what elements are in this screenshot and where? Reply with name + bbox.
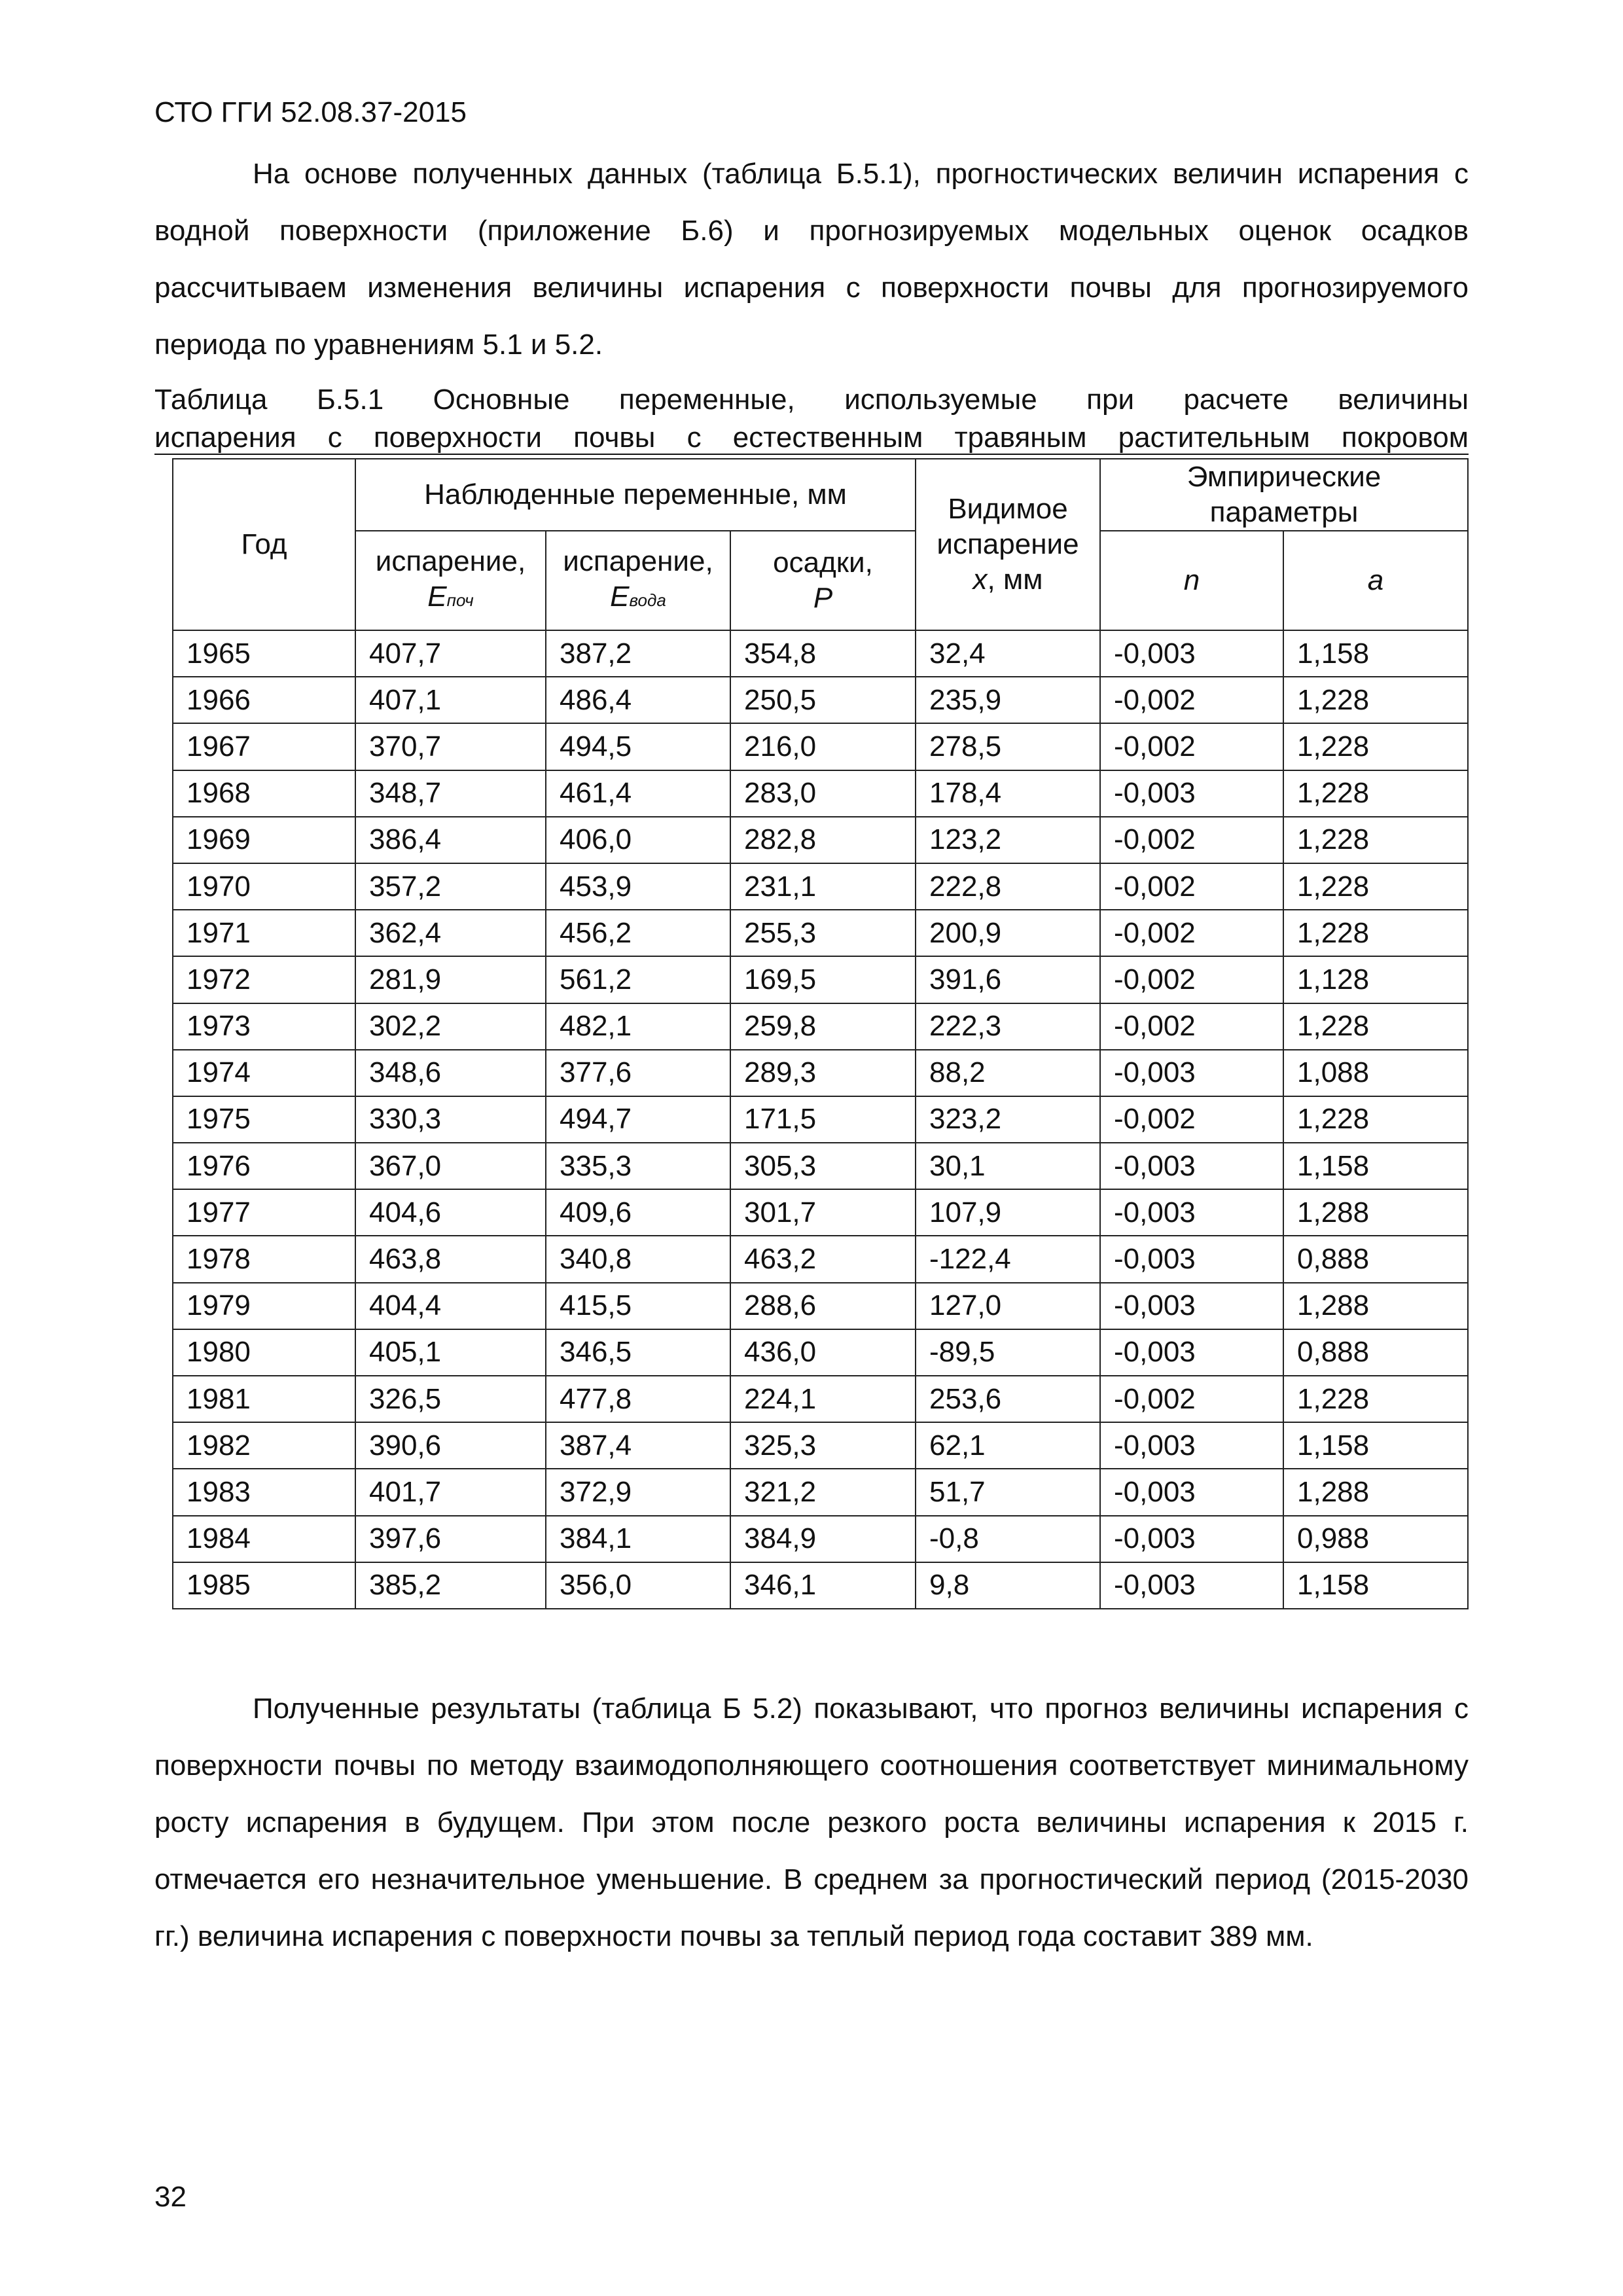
table-cell: 354,8: [730, 630, 916, 677]
table-cell: 250,5: [730, 677, 916, 723]
table-cell: 362,4: [355, 910, 546, 956]
table-cell: 1965: [173, 630, 355, 677]
table-cell: 88,2: [916, 1050, 1100, 1096]
table-row: [173, 1516, 1468, 1562]
table-cell: 0,888: [1283, 1236, 1468, 1282]
table-cell: 1982: [173, 1422, 355, 1469]
table-cell: 326,5: [355, 1376, 546, 1422]
table-cell: 200,9: [916, 910, 1100, 956]
evaporation-table: [172, 458, 1469, 1609]
table-row: [173, 817, 1468, 863]
table-cell: 222,8: [916, 863, 1100, 910]
table-cell: 1971: [173, 910, 355, 956]
table-cell: -0,003: [1100, 1562, 1283, 1609]
table-row: [173, 863, 1468, 910]
table-cell: 1,228: [1283, 863, 1468, 910]
table-row: [173, 1143, 1468, 1189]
table-cell: 456,2: [546, 910, 730, 956]
table-cell: 387,4: [546, 1422, 730, 1469]
table-row: [173, 1283, 1468, 1329]
table-cell: 1,228: [1283, 770, 1468, 817]
table-cell: 321,2: [730, 1469, 916, 1515]
table-row: [173, 1189, 1468, 1236]
table-row: [173, 910, 1468, 956]
table-cell: 325,3: [730, 1422, 916, 1469]
table-cell: 283,0: [730, 770, 916, 817]
table-cell: -0,003: [1100, 1236, 1283, 1282]
table-row: [173, 1562, 1468, 1609]
table-cell: -0,002: [1100, 817, 1283, 863]
table-cell: -0,003: [1100, 1516, 1283, 1562]
table-cell: 330,3: [355, 1096, 546, 1143]
table-cell: 1973: [173, 1003, 355, 1050]
table-cell: -122,4: [916, 1236, 1100, 1282]
table-caption: [154, 381, 1469, 457]
table-cell: 494,7: [546, 1096, 730, 1143]
table-cell: 348,6: [355, 1050, 546, 1096]
table-cell: 404,6: [355, 1189, 546, 1236]
table-cell: 1,228: [1283, 1096, 1468, 1143]
table-cell: 385,2: [355, 1562, 546, 1609]
table-row: [173, 956, 1468, 1003]
table-cell: 253,6: [916, 1376, 1100, 1422]
table-cell: 397,6: [355, 1516, 546, 1562]
table-cell: 224,1: [730, 1376, 916, 1422]
table-cell: 1,228: [1283, 723, 1468, 770]
table-cell: 178,4: [916, 770, 1100, 817]
document-code: СТО ГГИ 52.08.37-2015: [154, 96, 467, 128]
header-param-n: n: [1100, 531, 1283, 630]
table-cell: 62,1: [916, 1422, 1100, 1469]
table-cell: -89,5: [916, 1329, 1100, 1376]
table-row: [173, 1376, 1468, 1422]
table-cell: 1981: [173, 1376, 355, 1422]
table-cell: 1,158: [1283, 1422, 1468, 1469]
table-cell: 406,0: [546, 817, 730, 863]
table-row: [173, 1422, 1468, 1469]
table-cell: 216,0: [730, 723, 916, 770]
table-cell: 409,6: [546, 1189, 730, 1236]
table-cell: 1966: [173, 677, 355, 723]
table-row: [173, 1236, 1468, 1282]
table-cell: 494,5: [546, 723, 730, 770]
table-row: [173, 1003, 1468, 1050]
table-cell: 463,2: [730, 1236, 916, 1282]
table-cell: 169,5: [730, 956, 916, 1003]
table-cell: 1979: [173, 1283, 355, 1329]
table-cell: 407,1: [355, 677, 546, 723]
table-cell: -0,002: [1100, 1003, 1283, 1050]
table-cell: 367,0: [355, 1143, 546, 1189]
table-cell: 127,0: [916, 1283, 1100, 1329]
table-cell: 384,9: [730, 1516, 916, 1562]
table-cell: 9,8: [916, 1562, 1100, 1609]
table-caption-line-2: испарения с поверхности почвы с естественным травяным растительным покровом: [154, 422, 1469, 454]
header-soil-evaporation: испарение, Eпоч: [355, 531, 546, 630]
table-cell: 486,4: [546, 677, 730, 723]
table-cell: 231,1: [730, 863, 916, 910]
table-cell: -0,002: [1100, 956, 1283, 1003]
table-cell: 372,9: [546, 1469, 730, 1515]
table-cell: 222,3: [916, 1003, 1100, 1050]
table-row: [173, 1096, 1468, 1143]
table-cell: 171,5: [730, 1096, 916, 1143]
table-cell: 288,6: [730, 1283, 916, 1329]
table-cell: -0,003: [1100, 1329, 1283, 1376]
table-cell: 289,3: [730, 1050, 916, 1096]
table-cell: 405,1: [355, 1329, 546, 1376]
table-cell: 1,228: [1283, 677, 1468, 723]
table-cell: 1,158: [1283, 1562, 1468, 1609]
table-cell: -0,003: [1100, 1143, 1283, 1189]
table-cell: 346,5: [546, 1329, 730, 1376]
table-cell: -0,002: [1100, 863, 1283, 910]
table-cell: 259,8: [730, 1003, 916, 1050]
table-cell: 335,3: [546, 1143, 730, 1189]
table-cell: 340,8: [546, 1236, 730, 1282]
table-cell: 1,228: [1283, 1003, 1468, 1050]
table-cell: 1,288: [1283, 1283, 1468, 1329]
table-row: [173, 677, 1468, 723]
table-cell: 1967: [173, 723, 355, 770]
table-cell: 477,8: [546, 1376, 730, 1422]
table-cell: 1985: [173, 1562, 355, 1609]
table-cell: 1975: [173, 1096, 355, 1143]
table-cell: 407,7: [355, 630, 546, 677]
table-cell: 1,158: [1283, 1143, 1468, 1189]
table-cell: 1,158: [1283, 630, 1468, 677]
table-cell: 391,6: [916, 956, 1100, 1003]
table-cell: -0,002: [1100, 1096, 1283, 1143]
table-cell: 1,228: [1283, 1376, 1468, 1422]
table-row: [173, 1469, 1468, 1515]
table-cell: 1972: [173, 956, 355, 1003]
table-row: [173, 770, 1468, 817]
table-row: [173, 630, 1468, 677]
table-cell: 51,7: [916, 1469, 1100, 1515]
table-cell: 387,2: [546, 630, 730, 677]
table-cell: 1,288: [1283, 1469, 1468, 1515]
table-cell: -0,002: [1100, 1376, 1283, 1422]
table-cell: 356,0: [546, 1562, 730, 1609]
table-cell: 0,888: [1283, 1329, 1468, 1376]
table-cell: 401,7: [355, 1469, 546, 1515]
header-water-evaporation: испарение, Eвода: [546, 531, 730, 630]
table-cell: -0,003: [1100, 1050, 1283, 1096]
table-cell: 386,4: [355, 817, 546, 863]
table-cell: 461,4: [546, 770, 730, 817]
table-cell: -0,002: [1100, 677, 1283, 723]
table-cell: 255,3: [730, 910, 916, 956]
table-cell: 305,3: [730, 1143, 916, 1189]
header-year: Год: [173, 459, 355, 630]
table-cell: 282,8: [730, 817, 916, 863]
table-cell: -0,002: [1100, 910, 1283, 956]
table-cell: 348,7: [355, 770, 546, 817]
table-cell: 281,9: [355, 956, 546, 1003]
table-cell: 346,1: [730, 1562, 916, 1609]
table-cell: 1969: [173, 817, 355, 863]
table-cell: 1980: [173, 1329, 355, 1376]
table-cell: 1977: [173, 1189, 355, 1236]
page-number: 32: [154, 2181, 187, 2213]
table-cell: -0,003: [1100, 770, 1283, 817]
table-cell: 1974: [173, 1050, 355, 1096]
table-cell: 1,128: [1283, 956, 1468, 1003]
table-cell: 561,2: [546, 956, 730, 1003]
table-row: [173, 1329, 1468, 1376]
table-cell: 323,2: [916, 1096, 1100, 1143]
intro-paragraph: На основе полученных данных (таблица Б.5.1), прогностических величин испарения с водной поверхности (приложение Б.6) и прогнозируемых модельных оценок осадков рассчитываем изменения величины испарения с поверхности почвы для прогнозируемого периода по уравнениям 5.1 и 5.2.: [154, 158, 1469, 361]
table-cell: 415,5: [546, 1283, 730, 1329]
table-cell: 370,7: [355, 723, 546, 770]
table-cell: 235,9: [916, 677, 1100, 723]
table-cell: -0,003: [1100, 1283, 1283, 1329]
header-precipitation: осадки, P: [730, 531, 916, 630]
table-body: [173, 630, 1468, 1609]
table-cell: 453,9: [546, 863, 730, 910]
table-cell: 357,2: [355, 863, 546, 910]
table-cell: 1,288: [1283, 1189, 1468, 1236]
header-apparent-evaporation: Видимое испарение x, мм: [916, 459, 1100, 630]
table-cell: 436,0: [730, 1329, 916, 1376]
table-cell: 32,4: [916, 630, 1100, 677]
table-cell: 404,4: [355, 1283, 546, 1329]
table-cell: 1983: [173, 1469, 355, 1515]
table-cell: 301,7: [730, 1189, 916, 1236]
table-cell: 1976: [173, 1143, 355, 1189]
table-cell: 1978: [173, 1236, 355, 1282]
table-cell: 390,6: [355, 1422, 546, 1469]
table-cell: 278,5: [916, 723, 1100, 770]
table-cell: 1,088: [1283, 1050, 1468, 1096]
table-cell: 377,6: [546, 1050, 730, 1096]
header-empirical-group: Эмпирические параметры: [1100, 459, 1468, 531]
table-cell: 1968: [173, 770, 355, 817]
table-cell: 1,228: [1283, 817, 1468, 863]
table-cell: 482,1: [546, 1003, 730, 1050]
table-cell: 1984: [173, 1516, 355, 1562]
table-cell: -0,8: [916, 1516, 1100, 1562]
table-cell: 1970: [173, 863, 355, 910]
table-cell: 0,988: [1283, 1516, 1468, 1562]
table-cell: 384,1: [546, 1516, 730, 1562]
table-cell: 302,2: [355, 1003, 546, 1050]
table-cell: 463,8: [355, 1236, 546, 1282]
table-row: [173, 723, 1468, 770]
table-cell: 1,228: [1283, 910, 1468, 956]
table-cell: 107,9: [916, 1189, 1100, 1236]
table-cell: -0,003: [1100, 1469, 1283, 1515]
table-cell: -0,003: [1100, 1189, 1283, 1236]
header-param-a: a: [1283, 531, 1468, 630]
header-observed-group: Наблюденные переменные, мм: [355, 459, 916, 531]
table-cell: 30,1: [916, 1143, 1100, 1189]
results-paragraph: Полученные результаты (таблица Б 5.2) показывают, что прогноз величины испарения с поверхности почвы по методу взаимодополняющего соотношения соответствует минимальному росту испарения в будущем. При этом после резкого роста величины испарения к 2015 г. отмечается его незначительное уменьшение. В среднем за прогностический период (2015-2030 гг.) величина испарения с поверхности почвы за теплый период года составит 389 мм.: [154, 1693, 1469, 1952]
table-cell: -0,003: [1100, 1422, 1283, 1469]
table-cell: -0,003: [1100, 630, 1283, 677]
table-caption-line-1: Таблица Б.5.1 Основные переменные, используемые при расчете величины: [154, 384, 1469, 416]
table-cell: 123,2: [916, 817, 1100, 863]
table-cell: -0,002: [1100, 723, 1283, 770]
table-row: [173, 1050, 1468, 1096]
